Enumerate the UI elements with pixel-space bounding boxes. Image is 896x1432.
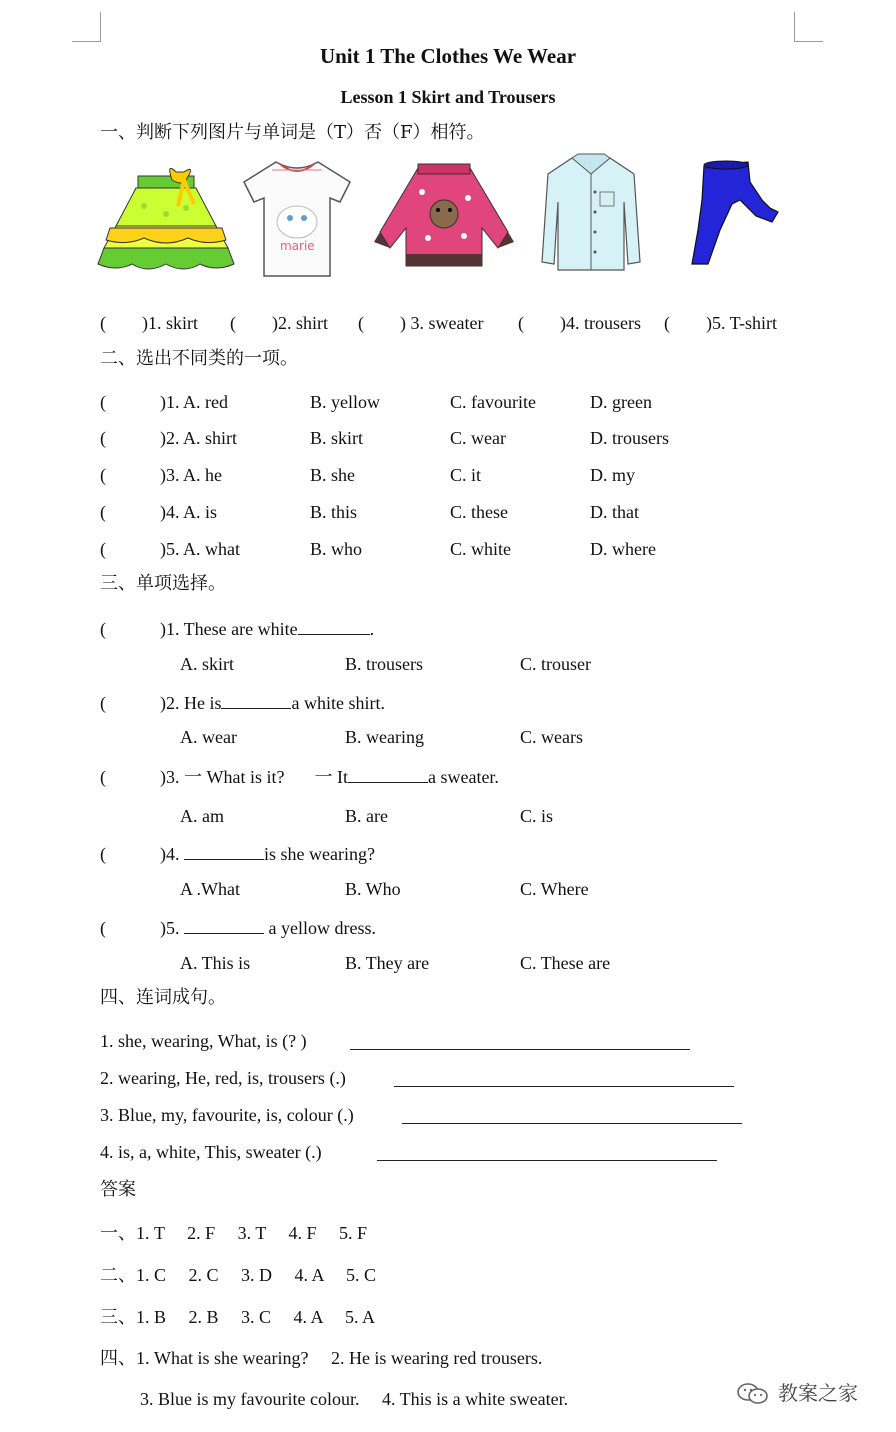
s3-q3-a: A. am [180,806,224,826]
s2-row-5-b: B. who [310,539,363,559]
s3-q3-blank[interactable] [348,766,428,783]
s3-q5-post: a yellow dress. [264,918,376,938]
s3-q2 [100,692,385,712]
s2-row-4-d: D. that [590,502,639,522]
answer-section4-line2: 3. Blue is my favourite colour. 4. This is a white sweater. [140,1389,569,1409]
s2-row-3-d: D. my [590,465,635,485]
s3-q2-blank[interactable] [221,692,291,709]
wechat-icon [736,1381,770,1407]
s2-row-1-num: ( )1. A. red [100,392,228,412]
s3-q2-a: A. wear [180,727,237,747]
section1-heading: 一、判断下列图片与单词是（T）否（F）相符。 [100,122,485,143]
s2-row-3-num: ( )3. A. he [100,465,222,485]
s3-q3-post: a sweater. [427,767,499,787]
s3-q3 [100,766,499,786]
s1-item-4: ( )4. trousers [518,313,641,333]
answer-section2: 二、1. C 2. C 3. D 4. A 5. C [100,1265,377,1285]
sweater-picture [372,162,516,272]
s3-q5-pre: ( )5. [100,918,184,938]
s3-q1-pre: ( )1. These are white [100,619,298,639]
s3-q5-a: A. This is [180,953,251,973]
answers-heading: 答案 [100,1179,136,1200]
s2-row-4-num: ( )4. A. is [100,502,217,522]
s3-q1 [100,618,374,638]
skirt-picture [96,166,236,280]
s2-row-5-c: C. white [450,539,511,559]
s2-row-5-num: ( )5. A. what [100,539,240,559]
s4-item-3: 3. Blue, my, favourite, is, colour (.) [100,1105,354,1125]
s3-q5-c: C. These are [520,953,611,973]
s3-q1-a: A. skirt [180,654,234,674]
s2-row-2-num: ( )2. A. shirt [100,428,237,448]
s3-q4-pre: ( )4. [100,844,184,864]
section4-heading: 四、连词成句。 [100,987,226,1008]
s2-row-2-d: D. trousers [590,428,669,448]
s3-q5 [100,917,376,937]
s2-row-5-d: D. where [590,539,656,559]
s3-q1-b: B. trousers [345,654,423,674]
s4-item-1-answer-line[interactable] [350,1049,690,1050]
s2-row-3-b: B. she [310,465,355,485]
s3-q3-mid: 一 It [314,767,348,787]
s4-item-4-answer-line[interactable] [377,1160,717,1161]
s3-q3-c: C. is [520,806,554,826]
s3-q1-c: C. trouser [520,654,591,674]
s3-q2-c: C. wears [520,727,583,747]
answer-section4-line1: 四、1. What is she wearing? 2. He is wearing red trousers. [100,1348,543,1368]
s2-row-3-c: C. it [450,465,482,485]
s4-item-2: 2. wearing, He, red, is, trousers (.) [100,1068,346,1088]
s3-q2-pre: ( )2. He is [100,693,222,713]
answer-section3: 三、1. B 2. B 3. C 4. A 5. A [100,1307,376,1327]
s1-item-3: ( ) 3. sweater [358,313,484,333]
s3-q5-blank[interactable] [184,917,264,934]
s3-q5-b: B. They are [345,953,430,973]
s2-row-1-d: D. green [590,392,652,412]
svg-text:marie: marie [280,239,315,253]
shirt-picture [538,152,644,274]
s3-q2-post: a white shirt. [291,693,385,713]
lesson-subtitle: Lesson 1 Skirt and Trousers [340,87,556,107]
answer-section1: 一、1. T 2. F 3. T 4. F 5. F [100,1223,368,1243]
s2-row-1-c: C. favourite [450,392,536,412]
s2-row-2-b: B. skirt [310,428,364,448]
s1-item-5: ( )5. T-shirt [664,313,778,333]
s3-q2-b: B. wearing [345,727,424,747]
s2-row-2-c: C. wear [450,428,506,448]
crop-mark-top-right [794,12,823,42]
s3-q1-post: . [369,619,375,639]
s3-q4-blank[interactable] [184,843,264,860]
watermark-text: 教案之家 [778,1381,858,1405]
s4-item-4: 4. is, a, white, This, sweater (.) [100,1142,322,1162]
s2-row-4-c: C. these [450,502,508,522]
s4-item-2-answer-line[interactable] [394,1086,734,1087]
s2-row-1-b: B. yellow [310,392,380,412]
s3-q4-c: C. Where [520,879,589,899]
s3-q4 [100,843,375,863]
page-title: Unit 1 The Clothes We Wear [319,44,577,68]
s3-q3-pre: ( )3. 一 What is it? [100,767,285,787]
s3-q3-b: B. are [345,806,388,826]
s1-item-2: ( )2. shirt [230,313,328,333]
section3-heading: 三、单项选择。 [100,573,226,594]
s1-item-1: ( )1. skirt [100,313,198,333]
t-shirt-picture [240,158,354,280]
section2-heading: 二、选出不同类的一项。 [100,348,298,369]
s3-q4-b: B. Who [345,879,401,899]
s3-q4-post: is she wearing? [264,844,375,864]
trousers-picture [686,160,782,270]
crop-mark-top-left [72,12,101,42]
s3-q4-a: A .What [180,879,240,899]
s2-row-4-b: B. this [310,502,358,522]
s3-q1-blank[interactable] [298,618,370,635]
s4-item-3-answer-line[interactable] [402,1123,742,1124]
s4-item-1: 1. she, wearing, What, is (? ) [100,1031,307,1051]
